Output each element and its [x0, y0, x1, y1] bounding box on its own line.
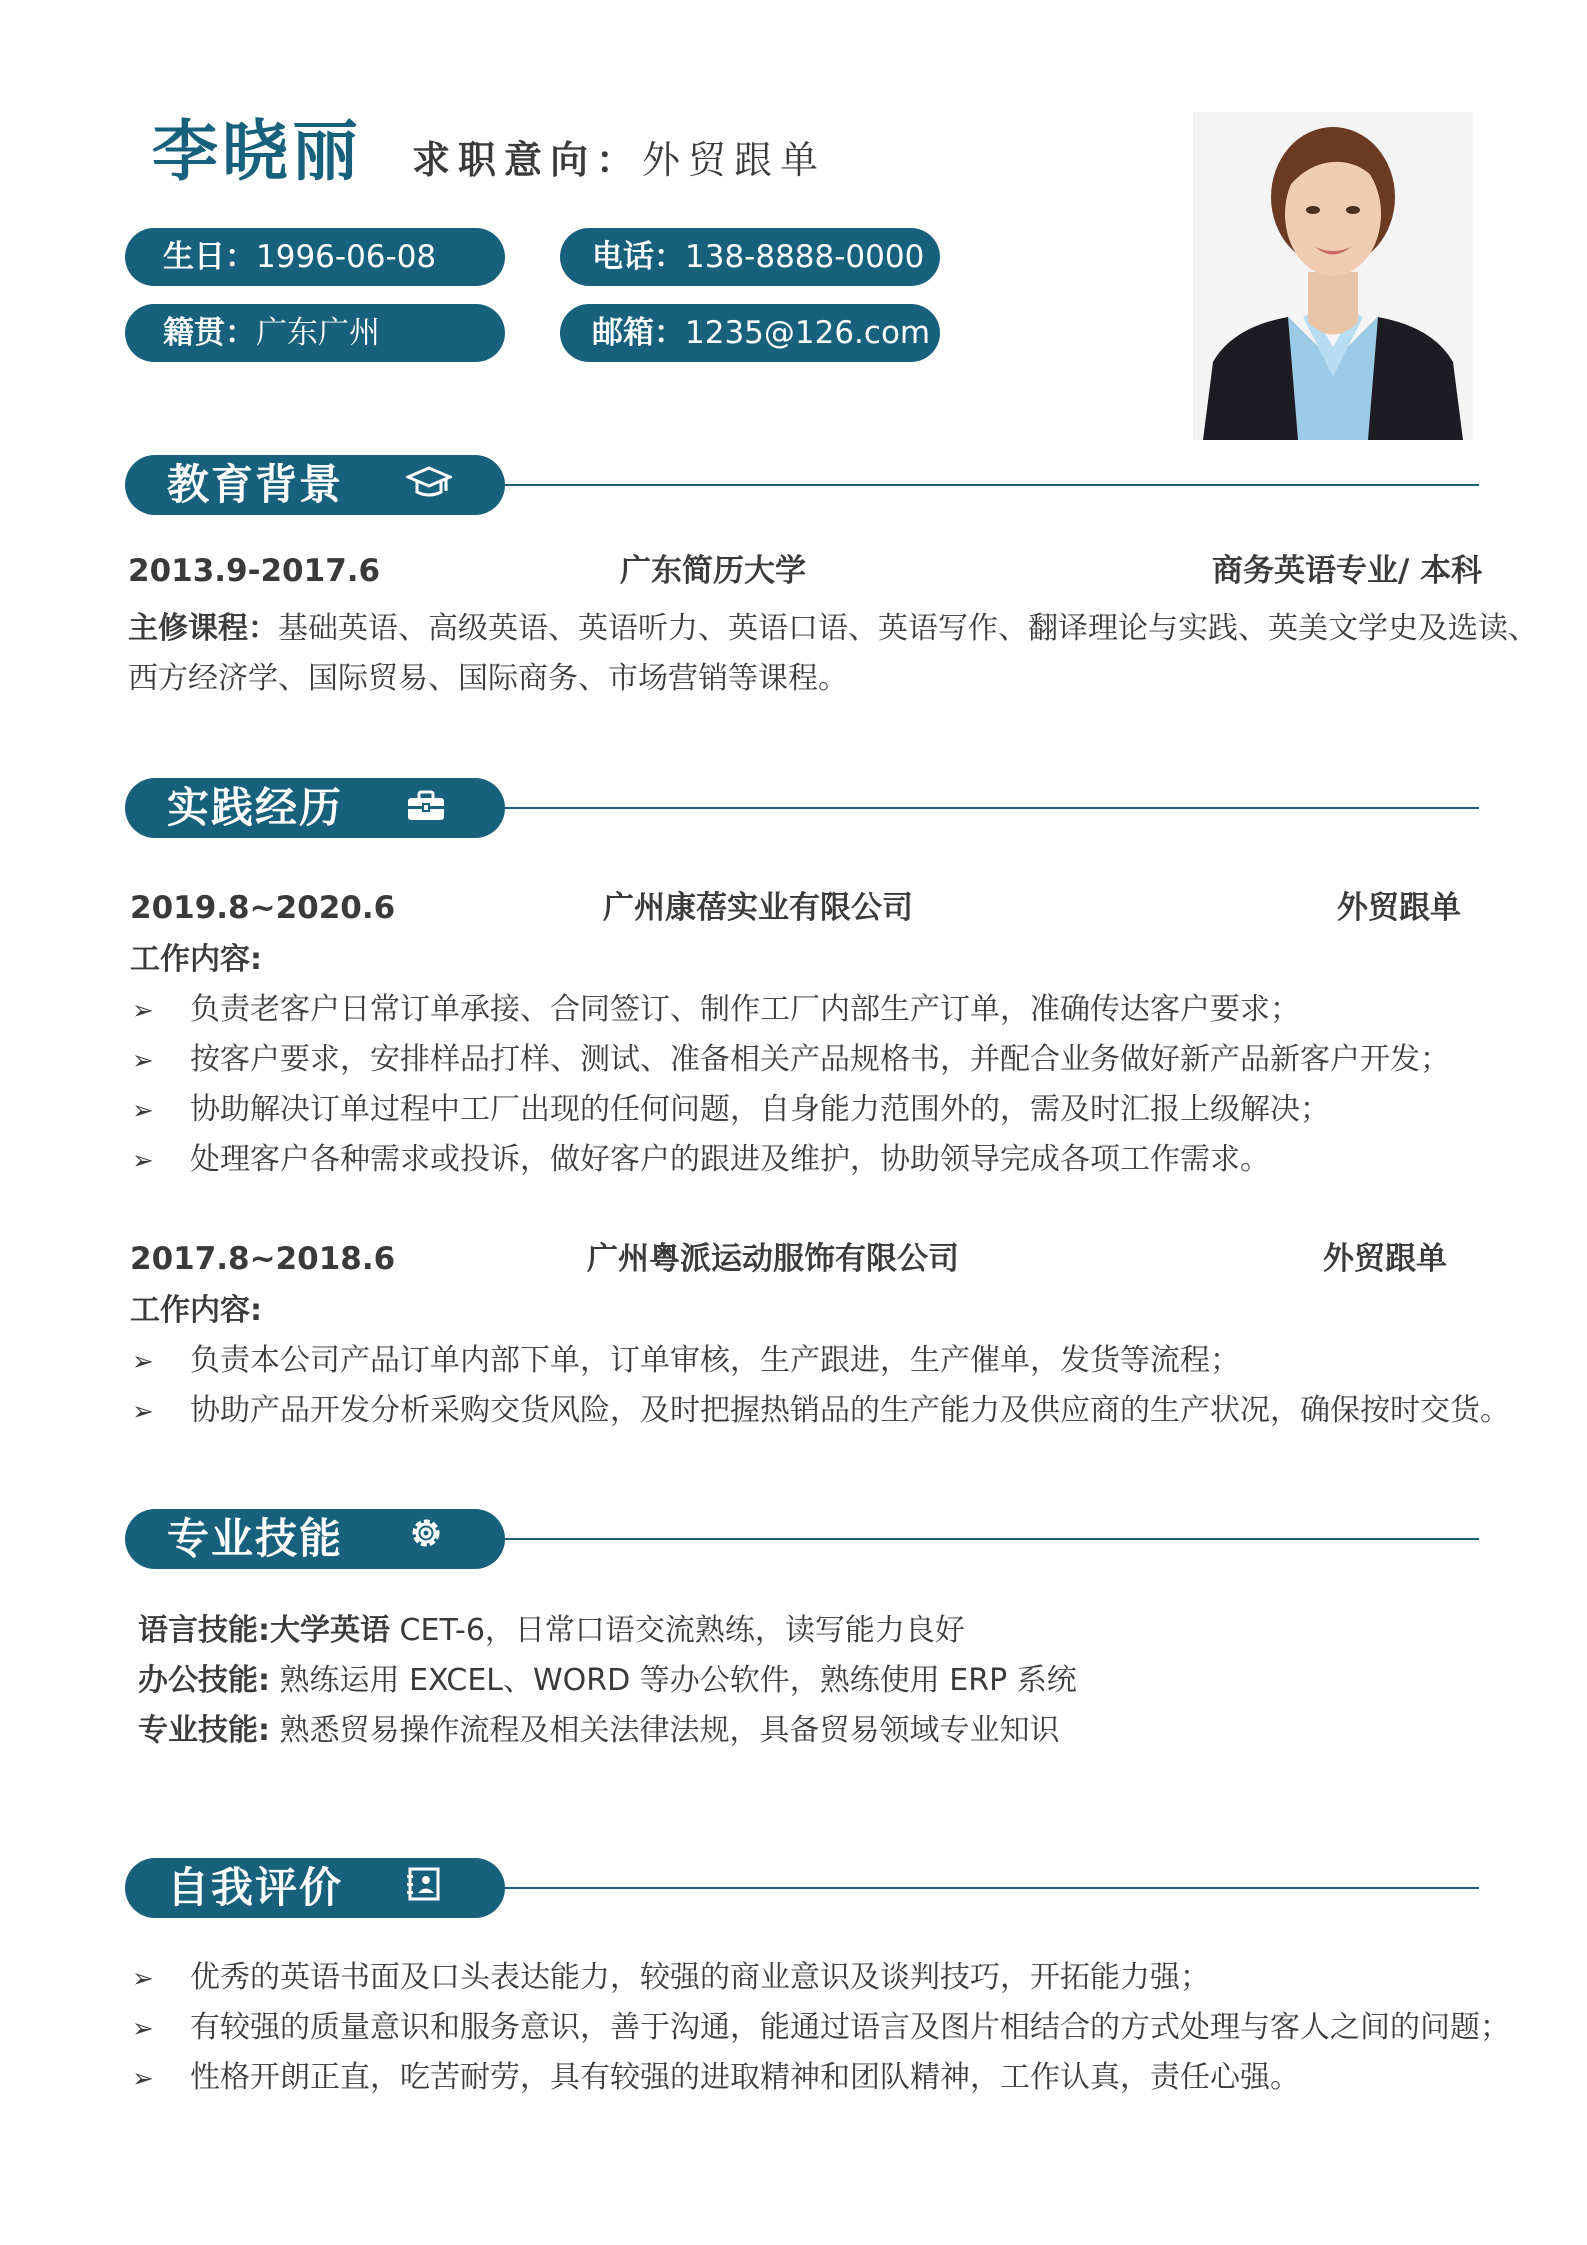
skill-value: 熟练运用 EXCEL、WORD 等办公软件，熟练使用 ERP 系统 — [270, 1663, 1077, 1698]
job-company: 广州康蓓实业有限公司 — [603, 890, 913, 926]
list-item: ➢ 优秀的英语书面及口头表达能力，较强的商业意识及谈判技巧，开拓能力强； — [132, 1958, 1210, 1999]
section-experience-title: 实践经历 — [167, 783, 344, 832]
section-self-eval-header — [125, 1858, 505, 1918]
job-content-label: 工作内容: — [130, 942, 262, 977]
notebook-icon — [406, 1858, 442, 1918]
courses-label: 主修课程： — [128, 611, 278, 646]
job-content-label: 工作内容: — [130, 1293, 262, 1328]
skill-value-bold: 大学英语 — [270, 1613, 390, 1648]
job-intent-label: 求职意向： — [412, 138, 643, 182]
skill-row-professional — [138, 1706, 1060, 1756]
birthday-label: 生日： — [163, 239, 256, 275]
section-divider — [500, 807, 1479, 809]
arrow-bullet-icon: ➢ — [132, 1964, 154, 1994]
email-label: 邮箱： — [592, 315, 685, 351]
list-item: ➢ 处理客户各种需求或投诉，做好客户的跟进及维护，协助领导完成各项工作需求。 — [132, 1140, 1270, 1181]
list-item: ➢ 按客户要求，安排样品打样、测试、准备相关产品规格书，并配合业务做好新产品新客户开发； — [132, 1040, 1450, 1081]
job-period: 2017.8~2018.6 — [130, 1241, 396, 1277]
gear-icon — [406, 1509, 446, 1569]
list-item: ➢ 协助产品开发分析采购交货风险，及时把握热销品的生产能力及供应商的生产状况，确保按时交货。 — [132, 1391, 1510, 1432]
briefcase-icon — [406, 778, 446, 838]
job-position: 外贸跟单 — [1323, 1241, 1447, 1277]
section-divider — [500, 1538, 1479, 1540]
email-pill — [560, 304, 940, 362]
list-item: ➢ 有较强的质量意识和服务意识，善于沟通，能通过语言及图片相结合的方式处理与客人之间的问题； — [132, 2008, 1510, 2049]
arrow-bullet-icon: ➢ — [132, 1347, 154, 1377]
hometown-label: 籍贯： — [163, 315, 256, 351]
phone-value: 138-8888-0000 — [685, 239, 925, 275]
job-period: 2019.8~2020.6 — [130, 890, 396, 926]
skill-value: 熟悉贸易操作流程及相关法律法规，具备贸易领域专业知识 — [270, 1713, 1060, 1748]
birthday-pill — [125, 228, 505, 286]
section-education-header — [125, 455, 505, 515]
list-item: ➢ 负责本公司产品订单内部下单，订单审核，生产跟进，生产催单，发货等流程； — [132, 1341, 1240, 1382]
skill-row-language — [138, 1606, 965, 1656]
section-self-eval-title: 自我评价 — [167, 1863, 344, 1912]
arrow-bullet-icon: ➢ — [132, 2014, 154, 2044]
courses-value: 基础英语、高级英语、英语听力、英语口语、英语写作、翻译理论与实践、英美文学史及选读、 — [278, 611, 1538, 646]
skill-label: 专业技能: — [138, 1713, 270, 1748]
section-education-title: 教育背景 — [167, 460, 344, 509]
education-school: 广东简历大学 — [620, 553, 806, 589]
section-skills-title: 专业技能 — [167, 1514, 344, 1563]
section-experience-header — [125, 778, 505, 838]
job-position: 外贸跟单 — [1337, 890, 1461, 926]
hometown-value: 广东广州 — [256, 315, 380, 351]
skill-label: 语言技能: — [138, 1613, 270, 1648]
graduation-cap-icon — [406, 455, 452, 515]
section-skills-header — [125, 1509, 505, 1569]
candidate-name: 李晓丽 — [152, 113, 362, 190]
list-item: ➢ 性格开朗正直，吃苦耐劳，具有较强的进取精神和团队精神，工作认真，责任心强。 — [132, 2058, 1300, 2099]
arrow-bullet-icon: ➢ — [132, 1096, 154, 1126]
arrow-bullet-icon: ➢ — [132, 2064, 154, 2094]
job-intent-value: 外贸跟单 — [642, 138, 827, 182]
phone-pill — [560, 228, 940, 286]
job-intent — [412, 136, 826, 184]
section-divider — [500, 484, 1479, 486]
email-value: 1235@126.com — [685, 315, 931, 351]
courses-line-2: 西方经济学、国际贸易、国际商务、市场营销等课程。 — [128, 661, 848, 696]
arrow-bullet-icon: ➢ — [132, 1046, 154, 1076]
profile-photo — [1193, 112, 1473, 440]
skill-row-office — [138, 1656, 1077, 1706]
birthday-value: 1996-06-08 — [256, 239, 437, 275]
arrow-bullet-icon: ➢ — [132, 1397, 154, 1427]
list-item: ➢ 协助解决订单过程中工厂出现的任何问题，自身能力范围外的，需及时汇报上级解决； — [132, 1090, 1330, 1131]
section-divider — [500, 1887, 1479, 1889]
skill-value: CET-6，日常口语交流熟练，读写能力良好 — [390, 1613, 965, 1648]
job-company: 广州粤派运动服饰有限公司 — [587, 1241, 959, 1277]
courses-line-1 — [128, 604, 1538, 654]
education-period: 2013.9-2017.6 — [128, 553, 381, 589]
arrow-bullet-icon: ➢ — [132, 996, 154, 1026]
skill-label: 办公技能: — [138, 1663, 270, 1698]
phone-label: 电话： — [592, 239, 685, 275]
hometown-pill — [125, 304, 505, 362]
list-item: ➢ 负责老客户日常订单承接、合同签订、制作工厂内部生产订单，准确传达客户要求； — [132, 990, 1300, 1031]
education-major: 商务英语专业/ 本科 — [1212, 553, 1483, 589]
arrow-bullet-icon: ➢ — [132, 1146, 154, 1176]
